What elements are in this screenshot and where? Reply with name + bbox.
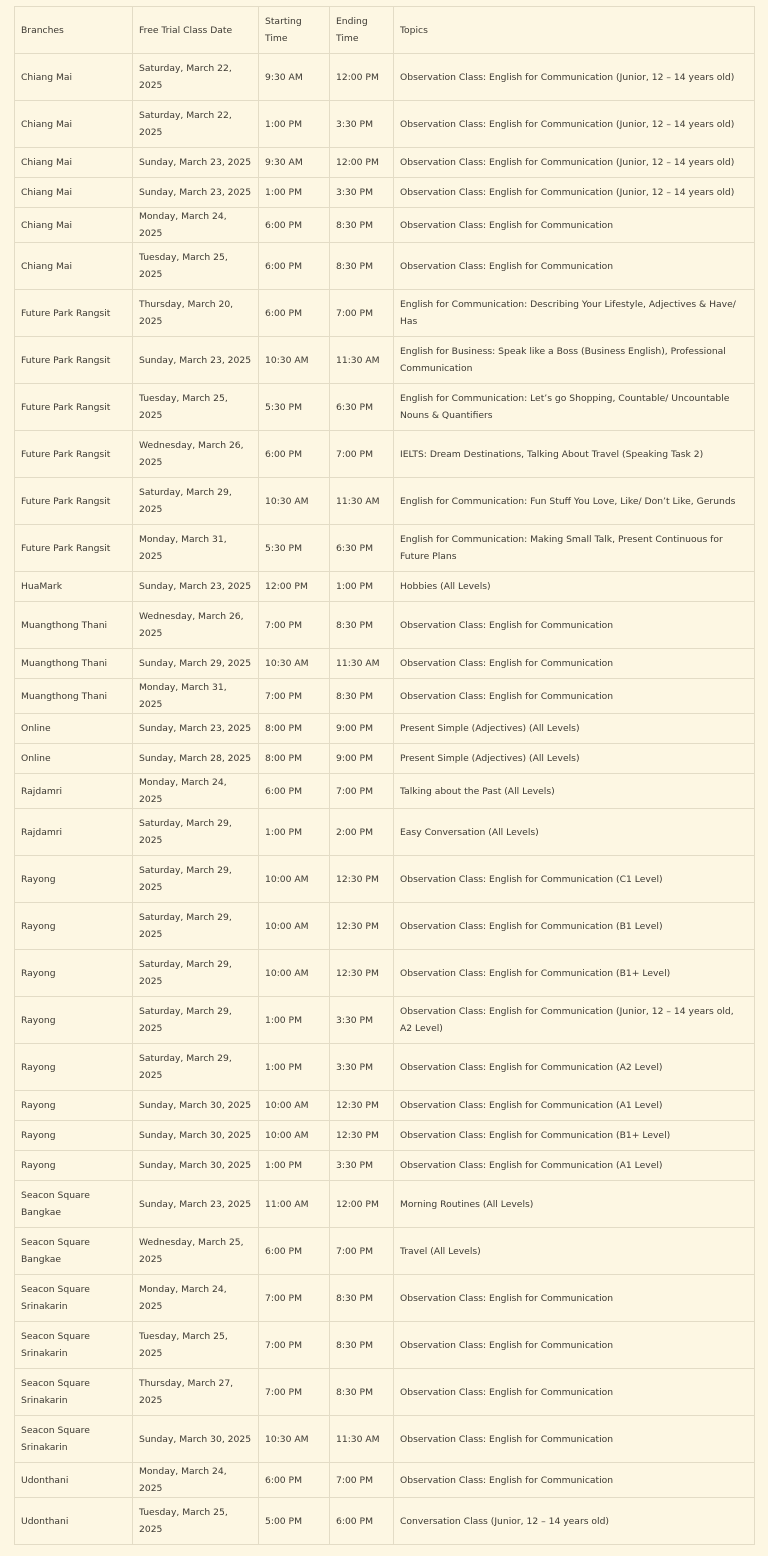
cell-starting-time: 10:30 AM [259, 649, 330, 679]
cell-ending-time: 6:30 PM [330, 384, 394, 431]
cell-starting-time: 12:00 PM [259, 572, 330, 602]
cell-topic: Morning Routines (All Levels) [394, 1181, 755, 1228]
cell-branch: Chiang Mai [15, 101, 133, 148]
cell-topic: English for Communication: Describing Your Lifestyle, Adjectives & Have/ Has [394, 290, 755, 337]
cell-starting-time: 10:00 AM [259, 1121, 330, 1151]
table-row [15, 856, 755, 903]
cell-branch: Rayong [15, 950, 133, 997]
cell-branch: Muangthong Thani [15, 649, 133, 679]
cell-branch: Chiang Mai [15, 208, 133, 243]
table-row [15, 1275, 755, 1322]
cell-date: Wednesday, March 25, 2025 [133, 1228, 259, 1275]
cell-date: Monday, March 24, 2025 [133, 1463, 259, 1498]
cell-starting-time: 6:00 PM [259, 1228, 330, 1275]
cell-date: Tuesday, March 25, 2025 [133, 243, 259, 290]
cell-branch: Rayong [15, 1091, 133, 1121]
cell-date: Saturday, March 29, 2025 [133, 1044, 259, 1091]
cell-topic: Conversation Class (Junior, 12 – 14 years old) [394, 1498, 755, 1545]
table-row [15, 744, 755, 774]
cell-starting-time: 5:30 PM [259, 525, 330, 572]
cell-date: Sunday, March 29, 2025 [133, 649, 259, 679]
cell-starting-time: 6:00 PM [259, 243, 330, 290]
cell-ending-time: 11:30 AM [330, 478, 394, 525]
cell-starting-time: 7:00 PM [259, 1275, 330, 1322]
free-trial-schedule-table [14, 6, 755, 1545]
cell-date: Sunday, March 23, 2025 [133, 178, 259, 208]
cell-topic: Observation Class: English for Communication (Junior, 12 – 14 years old) [394, 148, 755, 178]
table-body [15, 54, 755, 1545]
cell-ending-time: 8:30 PM [330, 1369, 394, 1416]
cell-date: Monday, March 24, 2025 [133, 1275, 259, 1322]
cell-date: Monday, March 24, 2025 [133, 774, 259, 809]
cell-branch: Chiang Mai [15, 54, 133, 101]
table-row [15, 1181, 755, 1228]
table-row [15, 431, 755, 478]
cell-topic: English for Communication: Making Small Talk, Present Continuous for Future Plans [394, 525, 755, 572]
cell-branch: Future Park Rangsit [15, 384, 133, 431]
cell-ending-time: 12:30 PM [330, 1121, 394, 1151]
table-row [15, 997, 755, 1044]
cell-ending-time: 11:30 AM [330, 337, 394, 384]
cell-date: Sunday, March 23, 2025 [133, 714, 259, 744]
table-row [15, 1091, 755, 1121]
cell-date: Saturday, March 29, 2025 [133, 997, 259, 1044]
cell-date: Sunday, March 23, 2025 [133, 337, 259, 384]
cell-branch: Rayong [15, 1044, 133, 1091]
cell-date: Monday, March 31, 2025 [133, 525, 259, 572]
table-row [15, 903, 755, 950]
header-starting-time: Starting Time [259, 7, 330, 54]
cell-topic: Present Simple (Adjectives) (All Levels) [394, 744, 755, 774]
cell-date: Saturday, March 29, 2025 [133, 478, 259, 525]
table-row [15, 525, 755, 572]
cell-starting-time: 6:00 PM [259, 431, 330, 478]
cell-date: Wednesday, March 26, 2025 [133, 431, 259, 478]
table-row [15, 478, 755, 525]
cell-ending-time: 2:00 PM [330, 809, 394, 856]
cell-starting-time: 8:00 PM [259, 744, 330, 774]
cell-date: Sunday, March 23, 2025 [133, 572, 259, 602]
cell-date: Saturday, March 29, 2025 [133, 903, 259, 950]
cell-starting-time: 7:00 PM [259, 602, 330, 649]
cell-branch: Rajdamri [15, 774, 133, 809]
cell-topic: IELTS: Dream Destinations, Talking About Travel (Speaking Task 2) [394, 431, 755, 478]
cell-starting-time: 6:00 PM [259, 774, 330, 809]
cell-date: Sunday, March 28, 2025 [133, 744, 259, 774]
cell-date: Sunday, March 30, 2025 [133, 1416, 259, 1463]
cell-topic: Observation Class: English for Communication [394, 1416, 755, 1463]
cell-topic: Observation Class: English for Communication (Junior, 12 – 14 years old) [394, 101, 755, 148]
cell-starting-time: 1:00 PM [259, 809, 330, 856]
cell-ending-time: 12:00 PM [330, 148, 394, 178]
cell-starting-time: 11:00 AM [259, 1181, 330, 1228]
cell-topic: English for Communication: Fun Stuff You Love, Like/ Don’t Like, Gerunds [394, 478, 755, 525]
cell-branch: Chiang Mai [15, 243, 133, 290]
cell-ending-time: 7:00 PM [330, 1463, 394, 1498]
cell-branch: Seacon Square Srinakarin [15, 1416, 133, 1463]
header-branches: Branches [15, 7, 133, 54]
cell-ending-time: 12:00 PM [330, 1181, 394, 1228]
cell-topic: Observation Class: English for Communication (A1 Level) [394, 1091, 755, 1121]
cell-topic: Observation Class: English for Communication [394, 602, 755, 649]
cell-branch: Seacon Square Srinakarin [15, 1275, 133, 1322]
cell-starting-time: 10:00 AM [259, 1091, 330, 1121]
table-row [15, 148, 755, 178]
table-row [15, 1322, 755, 1369]
cell-starting-time: 5:00 PM [259, 1498, 330, 1545]
cell-branch: Rayong [15, 1121, 133, 1151]
table-row [15, 1228, 755, 1275]
cell-topic: Observation Class: English for Communication [394, 1322, 755, 1369]
cell-topic: Observation Class: English for Communication (B1+ Level) [394, 1121, 755, 1151]
cell-date: Tuesday, March 25, 2025 [133, 1498, 259, 1545]
cell-date: Monday, March 31, 2025 [133, 679, 259, 714]
table-row [15, 384, 755, 431]
table-row [15, 290, 755, 337]
cell-starting-time: 7:00 PM [259, 679, 330, 714]
cell-topic: Observation Class: English for Communication (B1+ Level) [394, 950, 755, 997]
table-row [15, 1463, 755, 1498]
table-row [15, 1369, 755, 1416]
cell-date: Sunday, March 23, 2025 [133, 148, 259, 178]
table-header [15, 7, 755, 54]
cell-date: Sunday, March 30, 2025 [133, 1091, 259, 1121]
table-row [15, 950, 755, 997]
table-row [15, 1151, 755, 1181]
header-topics: Topics [394, 7, 755, 54]
cell-starting-time: 6:00 PM [259, 1463, 330, 1498]
cell-starting-time: 10:30 AM [259, 1416, 330, 1463]
cell-topic: Observation Class: English for Communication (Junior, 12 – 14 years old, A2 Level) [394, 997, 755, 1044]
cell-topic: Observation Class: English for Communication (B1 Level) [394, 903, 755, 950]
cell-ending-time: 9:00 PM [330, 714, 394, 744]
cell-ending-time: 3:30 PM [330, 997, 394, 1044]
cell-starting-time: 7:00 PM [259, 1322, 330, 1369]
table-row [15, 774, 755, 809]
table-row [15, 1498, 755, 1545]
table-row [15, 178, 755, 208]
cell-starting-time: 10:00 AM [259, 903, 330, 950]
cell-ending-time: 11:30 AM [330, 649, 394, 679]
cell-ending-time: 8:30 PM [330, 1322, 394, 1369]
cell-date: Saturday, March 22, 2025 [133, 101, 259, 148]
cell-branch: Future Park Rangsit [15, 478, 133, 525]
cell-ending-time: 6:00 PM [330, 1498, 394, 1545]
cell-branch: Future Park Rangsit [15, 290, 133, 337]
cell-ending-time: 12:00 PM [330, 54, 394, 101]
cell-starting-time: 10:30 AM [259, 478, 330, 525]
cell-date: Saturday, March 22, 2025 [133, 54, 259, 101]
cell-starting-time: 5:30 PM [259, 384, 330, 431]
cell-topic: English for Business: Speak like a Boss (Business English), Professional Communication [394, 337, 755, 384]
cell-ending-time: 7:00 PM [330, 1228, 394, 1275]
cell-ending-time: 8:30 PM [330, 602, 394, 649]
cell-topic: English for Communication: Let’s go Shopping, Countable/ Uncountable Nouns & Quantifiers [394, 384, 755, 431]
cell-branch: Chiang Mai [15, 178, 133, 208]
cell-ending-time: 3:30 PM [330, 101, 394, 148]
cell-date: Tuesday, March 25, 2025 [133, 384, 259, 431]
cell-starting-time: 8:00 PM [259, 714, 330, 744]
cell-ending-time: 3:30 PM [330, 178, 394, 208]
cell-topic: Observation Class: English for Communication [394, 243, 755, 290]
cell-date: Thursday, March 27, 2025 [133, 1369, 259, 1416]
cell-ending-time: 1:00 PM [330, 572, 394, 602]
cell-starting-time: 1:00 PM [259, 178, 330, 208]
table-row [15, 602, 755, 649]
cell-branch: Udonthani [15, 1463, 133, 1498]
cell-ending-time: 8:30 PM [330, 679, 394, 714]
cell-ending-time: 9:00 PM [330, 744, 394, 774]
cell-branch: Rajdamri [15, 809, 133, 856]
table-row [15, 572, 755, 602]
cell-topic: Easy Conversation (All Levels) [394, 809, 755, 856]
cell-topic: Observation Class: English for Communication (Junior, 12 – 14 years old) [394, 54, 755, 101]
cell-branch: Rayong [15, 1151, 133, 1181]
cell-topic: Observation Class: English for Communication (C1 Level) [394, 856, 755, 903]
cell-topic: Observation Class: English for Communication [394, 679, 755, 714]
cell-branch: Future Park Rangsit [15, 525, 133, 572]
cell-branch: Seacon Square Srinakarin [15, 1369, 133, 1416]
table-row [15, 101, 755, 148]
cell-topic: Observation Class: English for Communication [394, 649, 755, 679]
table-row [15, 208, 755, 243]
cell-branch: HuaMark [15, 572, 133, 602]
cell-starting-time: 9:30 AM [259, 148, 330, 178]
cell-date: Saturday, March 29, 2025 [133, 809, 259, 856]
cell-branch: Online [15, 714, 133, 744]
cell-ending-time: 12:30 PM [330, 950, 394, 997]
cell-branch: Chiang Mai [15, 148, 133, 178]
cell-branch: Seacon Square Bangkae [15, 1181, 133, 1228]
cell-topic: Observation Class: English for Communication (A1 Level) [394, 1151, 755, 1181]
cell-branch: Muangthong Thani [15, 602, 133, 649]
cell-ending-time: 12:30 PM [330, 1091, 394, 1121]
cell-date: Tuesday, March 25, 2025 [133, 1322, 259, 1369]
table-row [15, 243, 755, 290]
header-row [15, 7, 755, 54]
cell-ending-time: 8:30 PM [330, 1275, 394, 1322]
cell-ending-time: 12:30 PM [330, 856, 394, 903]
table-row [15, 649, 755, 679]
header-ending-time: Ending Time [330, 7, 394, 54]
cell-topic: Present Simple (Adjectives) (All Levels) [394, 714, 755, 744]
cell-starting-time: 1:00 PM [259, 1151, 330, 1181]
cell-ending-time: 7:00 PM [330, 431, 394, 478]
cell-topic: Observation Class: English for Communication [394, 1463, 755, 1498]
cell-starting-time: 1:00 PM [259, 1044, 330, 1091]
cell-ending-time: 6:30 PM [330, 525, 394, 572]
table-row [15, 679, 755, 714]
cell-date: Wednesday, March 26, 2025 [133, 602, 259, 649]
cell-starting-time: 9:30 AM [259, 54, 330, 101]
cell-ending-time: 7:00 PM [330, 290, 394, 337]
cell-topic: Observation Class: English for Communication [394, 1275, 755, 1322]
cell-topic: Travel (All Levels) [394, 1228, 755, 1275]
table-row [15, 1121, 755, 1151]
table-row [15, 714, 755, 744]
cell-starting-time: 10:00 AM [259, 856, 330, 903]
cell-ending-time: 3:30 PM [330, 1044, 394, 1091]
cell-topic: Talking about the Past (All Levels) [394, 774, 755, 809]
table-row [15, 337, 755, 384]
cell-branch: Rayong [15, 856, 133, 903]
table-row [15, 1044, 755, 1091]
cell-branch: Udonthani [15, 1498, 133, 1545]
cell-branch: Rayong [15, 903, 133, 950]
cell-branch: Future Park Rangsit [15, 337, 133, 384]
cell-ending-time: 8:30 PM [330, 208, 394, 243]
cell-ending-time: 3:30 PM [330, 1151, 394, 1181]
cell-ending-time: 11:30 AM [330, 1416, 394, 1463]
cell-ending-time: 12:30 PM [330, 903, 394, 950]
cell-starting-time: 10:00 AM [259, 950, 330, 997]
cell-branch: Muangthong Thani [15, 679, 133, 714]
cell-ending-time: 7:00 PM [330, 774, 394, 809]
cell-starting-time: 6:00 PM [259, 208, 330, 243]
cell-topic: Hobbies (All Levels) [394, 572, 755, 602]
table-row [15, 809, 755, 856]
cell-topic: Observation Class: English for Communication (Junior, 12 – 14 years old) [394, 178, 755, 208]
cell-date: Thursday, March 20, 2025 [133, 290, 259, 337]
cell-starting-time: 7:00 PM [259, 1369, 330, 1416]
table-row [15, 54, 755, 101]
cell-date: Sunday, March 30, 2025 [133, 1121, 259, 1151]
cell-branch: Seacon Square Srinakarin [15, 1322, 133, 1369]
cell-date: Monday, March 24, 2025 [133, 208, 259, 243]
cell-ending-time: 8:30 PM [330, 243, 394, 290]
cell-topic: Observation Class: English for Communication (A2 Level) [394, 1044, 755, 1091]
cell-topic: Observation Class: English for Communication [394, 1369, 755, 1416]
cell-branch: Seacon Square Bangkae [15, 1228, 133, 1275]
cell-starting-time: 10:30 AM [259, 337, 330, 384]
cell-branch: Rayong [15, 997, 133, 1044]
cell-starting-time: 1:00 PM [259, 101, 330, 148]
header-date: Free Trial Class Date [133, 7, 259, 54]
cell-branch: Future Park Rangsit [15, 431, 133, 478]
cell-date: Sunday, March 23, 2025 [133, 1181, 259, 1228]
table-row [15, 1416, 755, 1463]
cell-starting-time: 6:00 PM [259, 290, 330, 337]
cell-topic: Observation Class: English for Communication [394, 208, 755, 243]
cell-date: Saturday, March 29, 2025 [133, 856, 259, 903]
cell-date: Sunday, March 30, 2025 [133, 1151, 259, 1181]
cell-starting-time: 1:00 PM [259, 997, 330, 1044]
cell-date: Saturday, March 29, 2025 [133, 950, 259, 997]
cell-branch: Online [15, 744, 133, 774]
